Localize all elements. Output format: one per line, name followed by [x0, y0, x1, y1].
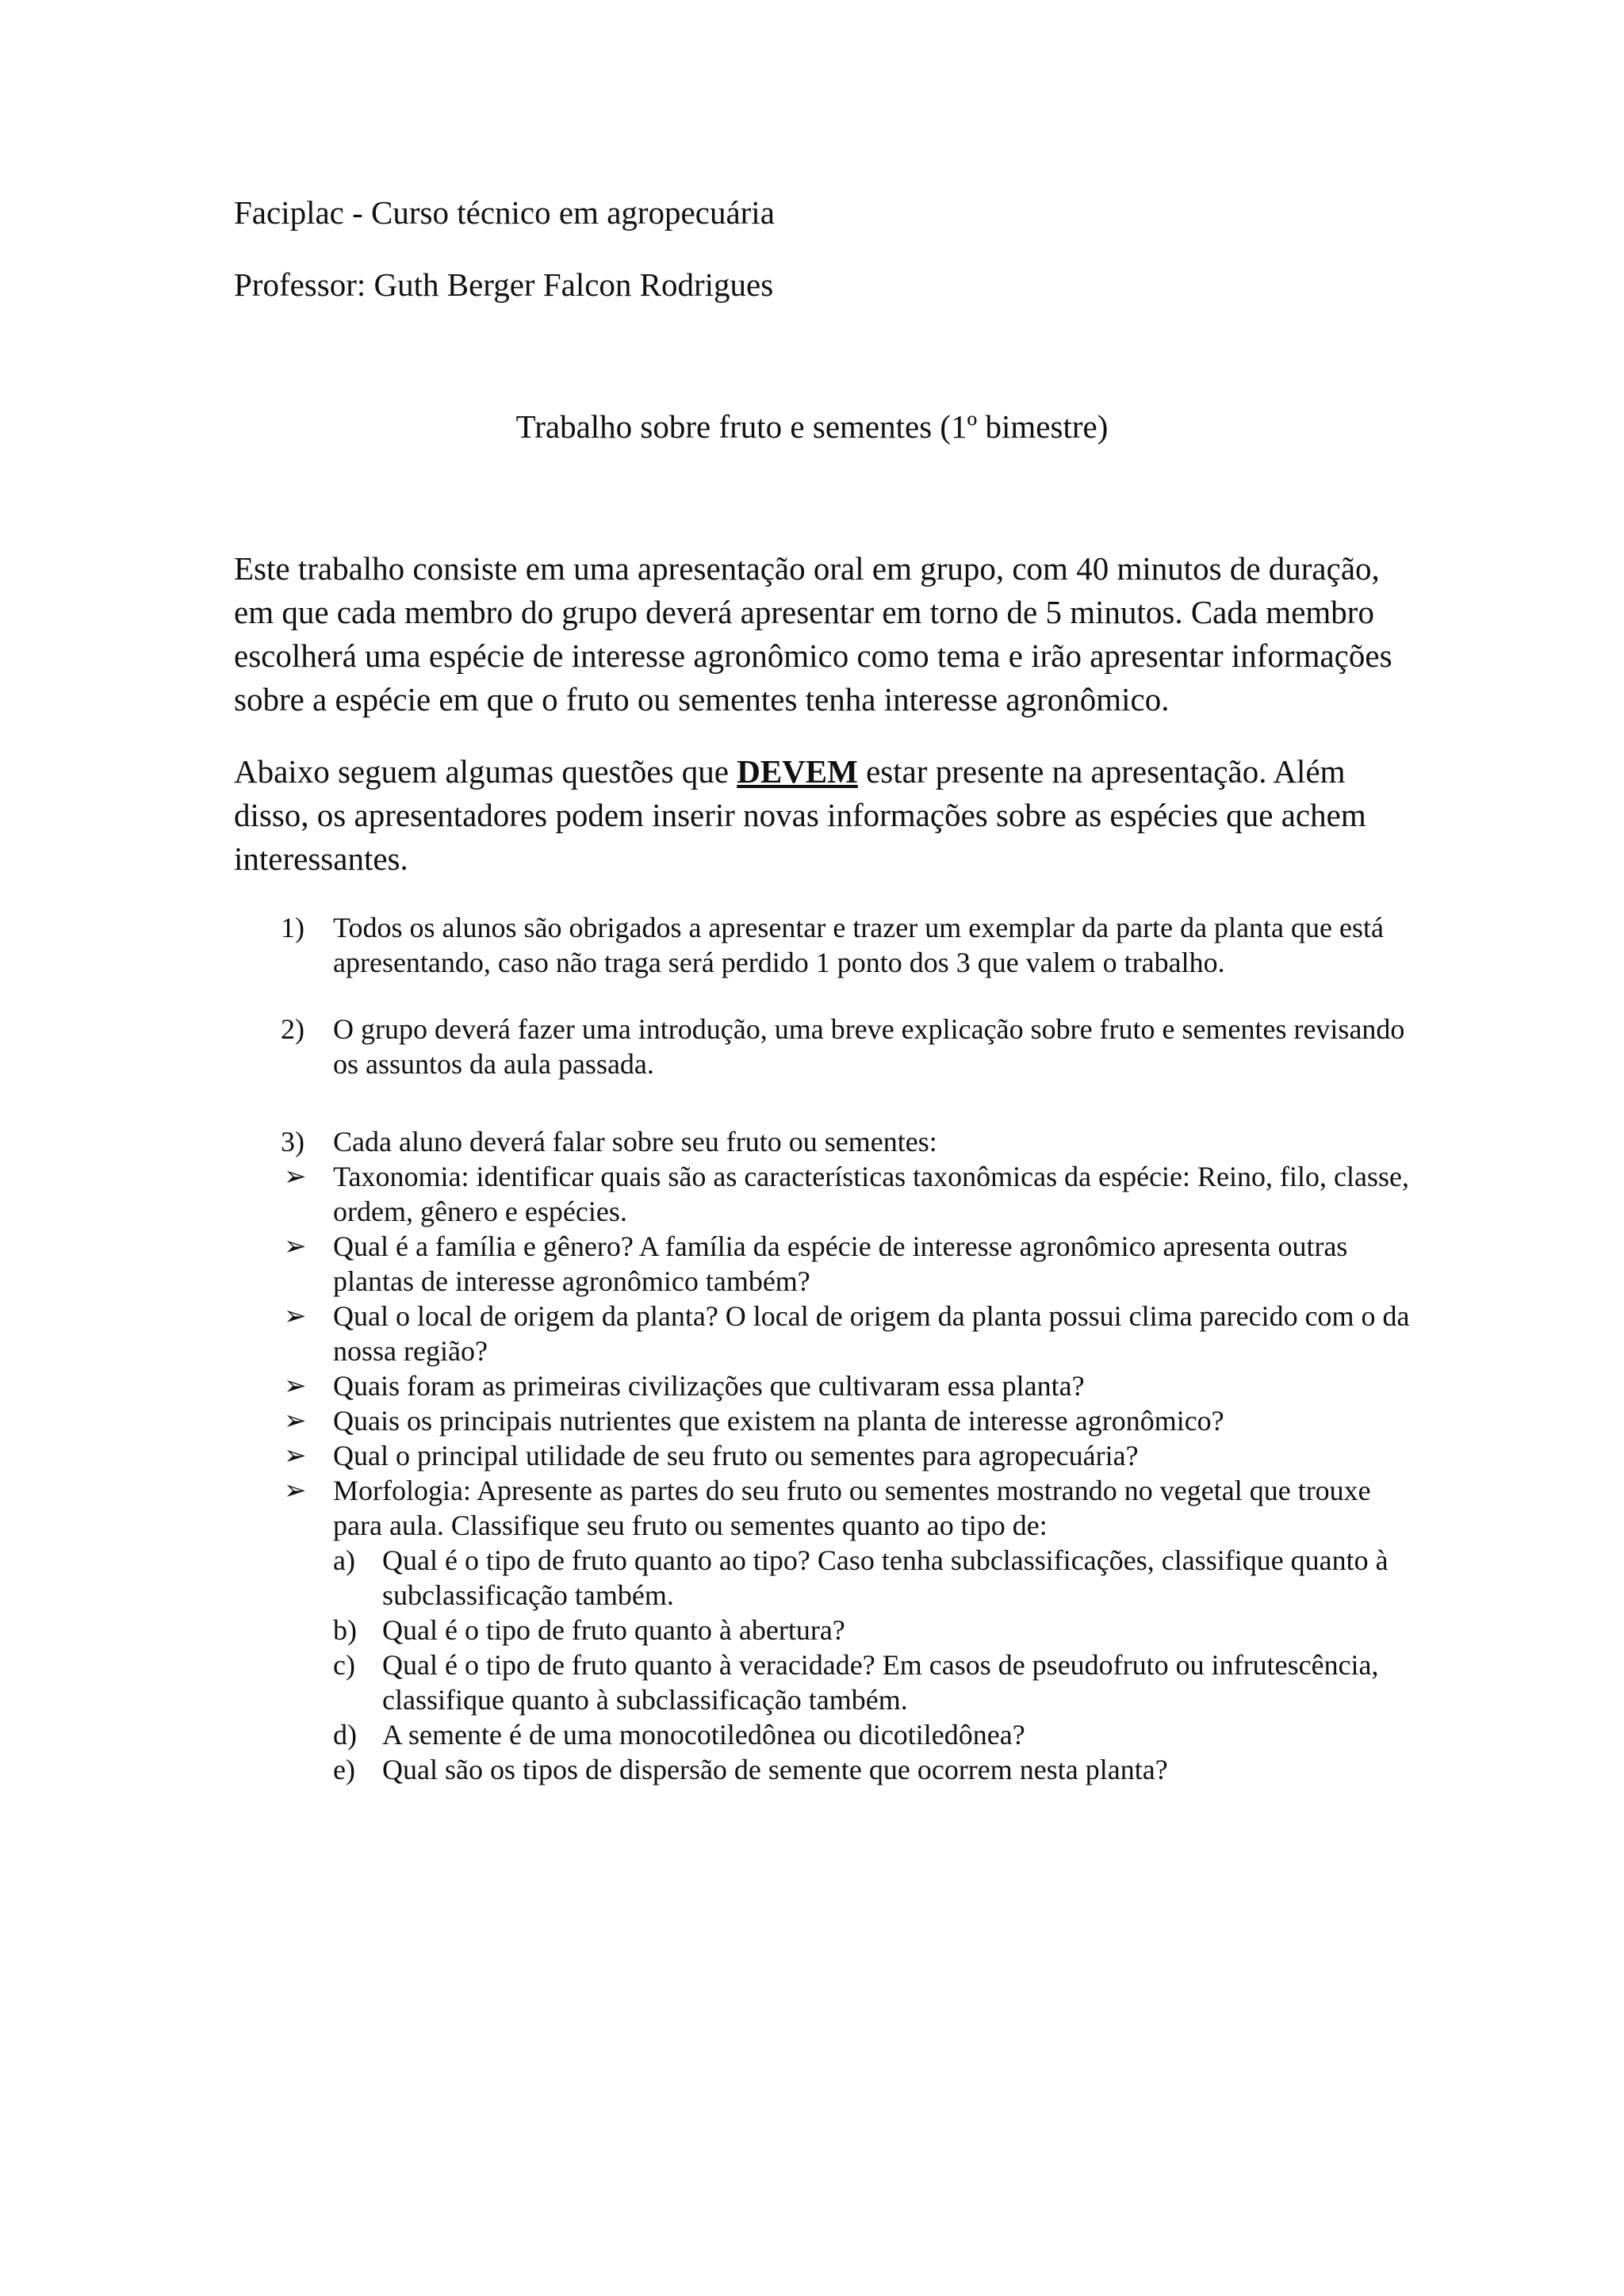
- sub-letter: b): [333, 1614, 357, 1646]
- sub-text: Qual é o tipo de fruto quanto à veracidade? Em casos de pseudofruto ou infrutescência, classifique quanto à subclassificação também.: [382, 1649, 1379, 1716]
- arrow-bullet-icon: ➢: [284, 1405, 307, 1437]
- bullet-text: Qual é a família e gênero? A família da espécie de interesse agronômico apresenta outras plantas de interesse agronômico também?: [333, 1230, 1348, 1297]
- requirements-text-after: estar presente na apresentação. Além disso, os apresentadores podem inserir novas informações sobre as espécies que achem interessantes.: [234, 753, 1366, 877]
- bullet-text: Qual o local de origem da planta? O local de origem da planta possui clima parecido com o da nossa região?: [333, 1300, 1410, 1367]
- sub-text: Qual são os tipos de dispersão de semente que ocorrem nesta planta?: [382, 1754, 1168, 1785]
- bullet-text: Quais foram as primeiras civilizações que cultivaram essa planta?: [333, 1370, 1085, 1402]
- requirements-emphasis: DEVEM: [737, 753, 858, 790]
- requirements-paragraph: [234, 750, 1400, 881]
- sub-text: Qual é o tipo de fruto quanto ao tipo? Caso tenha subclassificações, classifique quanto à subclassificação também.: [382, 1544, 1388, 1611]
- intro-paragraph: Este trabalho consiste em uma apresentação oral em grupo, com 40 minutos de duração, em que cada membro do grupo deverá apresentar em torno de 5 minutos. Cada membro escolherá uma espécie de interesse agronômico como tema e irão apresentar informações sobre a espécie em que o fruto ou sementes tenha interesse agronômico.: [234, 550, 1392, 718]
- arrow-bullet-icon: ➢: [284, 1300, 307, 1332]
- item-text: Cada aluno deverá falar sobre seu fruto ou sementes:: [333, 1126, 937, 1158]
- item-text: Todos os alunos são obrigados a apresentar e trazer um exemplar da parte da planta que está apresentando, caso não traga será perdido 1 ponto dos 3 que valem o trabalho.: [333, 912, 1384, 978]
- arrow-bullet-icon: ➢: [284, 1230, 307, 1262]
- sub-letter: d): [333, 1719, 357, 1751]
- arrow-bullet-icon: ➢: [284, 1370, 307, 1402]
- professor-line: Professor: Guth Berger Falcon Rodrigues: [234, 266, 774, 303]
- institution-line: Faciplac - Curso técnico em agropecuária: [234, 194, 775, 231]
- bullet-text: Qual o principal utilidade de seu fruto ou sementes para agropecuária?: [333, 1440, 1139, 1471]
- document-title: Trabalho sobre fruto e sementes (1º bimestre): [515, 408, 1109, 445]
- sub-text: Qual é o tipo de fruto quanto à abertura?: [382, 1614, 845, 1646]
- arrow-bullet-icon: ➢: [284, 1475, 307, 1506]
- bullet-text: Morfologia: Apresente as partes do seu fruto ou sementes mostrando no vegetal que trouxe para aula. Classifique seu fruto ou sementes quanto ao tipo de:: [333, 1475, 1371, 1541]
- sub-letter: e): [333, 1754, 355, 1785]
- item-number: 1): [281, 912, 304, 943]
- arrow-bullet-icon: ➢: [284, 1161, 307, 1192]
- item-text: O grupo deverá fazer uma introdução, uma breve explicação sobre fruto e sementes revisando os assuntos da aula passada.: [333, 1013, 1405, 1080]
- bullet-text: Taxonomia: identificar quais são as características taxonômicas da espécie: Reino, filo, classe, ordem, gênero e espécies.: [333, 1161, 1409, 1227]
- sub-letter: a): [333, 1544, 355, 1576]
- bullet-text: Quais os principais nutrientes que existem na planta de interesse agronômico?: [333, 1405, 1224, 1437]
- requirements-text-before: Abaixo seguem algumas questões que: [234, 753, 737, 790]
- item-number: 2): [281, 1013, 304, 1045]
- sub-text: A semente é de uma monocotiledônea ou dicotiledônea?: [382, 1719, 1025, 1751]
- arrow-bullet-icon: ➢: [284, 1440, 307, 1471]
- item-number: 3): [281, 1126, 304, 1158]
- sub-letter: c): [333, 1649, 355, 1681]
